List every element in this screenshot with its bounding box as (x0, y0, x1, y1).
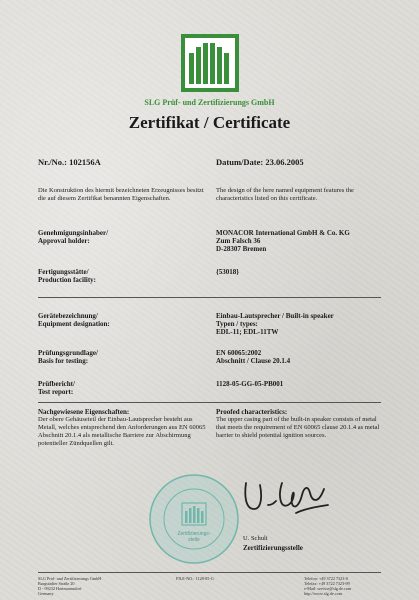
slg-logo-icon (180, 33, 240, 93)
proved-en: Proofed characteristics: The upper casing part of the built-in speaker consists of metal that meets the requirement of EN 60065 clause 20.1.4 as metal barrier to shield potential ignition sources. (216, 408, 380, 439)
signature-icon (238, 475, 338, 525)
equipment-label: Gerätebezeichnung/ Equipment designation: (38, 312, 110, 328)
page-title: Zertifikat / Certificate (128, 113, 291, 132)
holder-value: MONACOR International GmbH & Co. KG Zum Falsch 36 D-28307 Bremen (216, 229, 350, 253)
certificate-number: Nr./No.: 102156A (38, 157, 101, 167)
intro-en: The design of the here named equipment features the characteristics listed on this certificate. (216, 187, 354, 202)
facility-label: Fertigungsstätte/ Production facility: (38, 268, 97, 284)
footer-divider (38, 572, 381, 573)
certificate-date: Datum/Date: 23.06.2005 (216, 157, 304, 167)
proved-de: Nachgewiesene Eigenschaften: Der obere Gehäuseteil der Einbau-Lautsprecher besteht aus Metall, welches entsprechend den Anforderungen aus EN 60065 Abschnitt 20.1.4 als metallische Barriere zur Abschirmung potentieller Zündquellen gilt. (38, 408, 206, 447)
equipment-value: Einbau-Lautsprecher / Built-in speaker Typen / types: EDL-11; EDL-11TW (216, 312, 334, 336)
svg-text:stelle: stelle (188, 537, 200, 543)
signatory-role: Zertifizierungsstelle (243, 544, 303, 552)
footer-file-no: FILE-NO.: 1128-05-G (176, 576, 214, 581)
basis-label: Prüfungsgrundlage/ Basis for testing: (38, 349, 98, 365)
footer-contact: Telefon: +49 3722 7323-0 Telefax: +49 3722 7323-99 e-Mail: service@slg.de.com http://www.slg.de.com (304, 576, 352, 596)
footer-address: SLG Prüf- und Zertifizierungs GmbH Burgstädter Straße 20 D - 09232 Hartmannsdorf Germany (38, 576, 102, 596)
issuer-name: SLG Prüf- und Zertifizierungs GmbH (144, 98, 275, 107)
intro-de: Die Konstruktion des hiermit bezeichneten Erzeugnisses besitzt die auf diesem Zertifikat benannten Eigenschaften. (38, 187, 204, 202)
report-value: 1128-05-GG-05-PB001 (216, 380, 284, 388)
seal-stamp-icon (148, 473, 240, 565)
divider (38, 297, 381, 298)
facility-value: {53018} (216, 268, 240, 276)
basis-value: EN 60065:2002 Abschnitt / Clause 20.1.4 (216, 349, 291, 365)
holder-label: Genehmigungsinhaber/ Approval holder: (38, 229, 109, 245)
report-label: Prüfbericht/ Test report: (38, 380, 75, 396)
divider (38, 402, 381, 403)
svg-text:Zertifizierungs-: Zertifizierungs- (177, 531, 211, 537)
signatory-name: U. Schult (243, 535, 268, 542)
